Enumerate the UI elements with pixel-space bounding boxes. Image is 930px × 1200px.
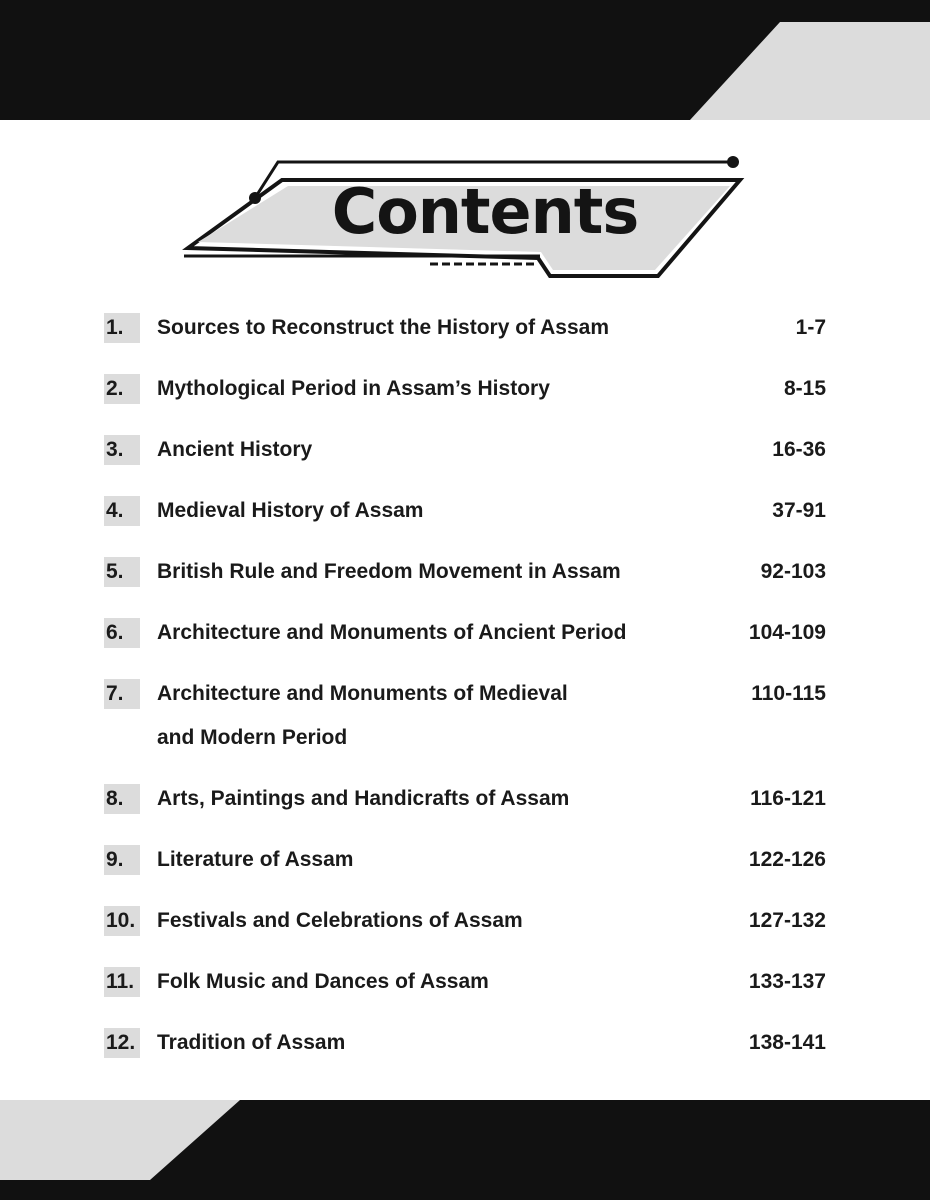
toc-item-number: 3. bbox=[104, 435, 140, 465]
toc-item[interactable] bbox=[104, 435, 830, 465]
toc-item-pages: 127-132 bbox=[748, 909, 826, 932]
toc-item-title: Architecture and Monuments of Ancient Period bbox=[157, 621, 627, 644]
table-of-contents bbox=[104, 313, 830, 1089]
toc-item-number: 2. bbox=[104, 374, 140, 404]
toc-item[interactable] bbox=[104, 967, 830, 997]
toc-item-number: 11. bbox=[104, 967, 140, 997]
toc-item-title bbox=[157, 679, 717, 753]
toc-item-number: 9. bbox=[104, 845, 140, 875]
page-title: Contents bbox=[331, 175, 639, 248]
toc-item-title: Festivals and Celebrations of Assam bbox=[157, 909, 523, 932]
toc-item-number: 12. bbox=[104, 1028, 140, 1058]
toc-item[interactable] bbox=[104, 313, 830, 343]
toc-item[interactable] bbox=[104, 1028, 830, 1058]
toc-item-pages: 122-126 bbox=[748, 848, 826, 871]
toc-item-number: 4. bbox=[104, 496, 140, 526]
toc-item[interactable] bbox=[104, 845, 830, 875]
toc-item-title-line2: and Modern Period bbox=[157, 726, 348, 749]
toc-item-number: 6. bbox=[104, 618, 140, 648]
toc-item-pages: 138-141 bbox=[748, 1031, 826, 1054]
toc-item-title: Tradition of Assam bbox=[157, 1031, 346, 1054]
toc-item-pages: 92-103 bbox=[760, 560, 826, 583]
toc-item-pages: 110-115 bbox=[751, 682, 826, 705]
toc-item-title-line1: Architecture and Monuments of Medieval bbox=[157, 682, 568, 705]
toc-item[interactable] bbox=[104, 618, 830, 648]
toc-item-title: Ancient History bbox=[157, 438, 313, 461]
bottom-decorative-band bbox=[0, 1100, 930, 1200]
circuit-dot-right bbox=[727, 156, 739, 168]
toc-item-number: 7. bbox=[104, 679, 140, 709]
toc-item-number: 8. bbox=[104, 784, 140, 814]
toc-item-title: Mythological Period in Assam’s History bbox=[157, 377, 550, 400]
toc-item-pages: 1-7 bbox=[795, 316, 826, 339]
toc-item[interactable] bbox=[104, 496, 830, 526]
toc-item-title: British Rule and Freedom Movement in Assam bbox=[157, 560, 621, 583]
toc-item[interactable] bbox=[104, 557, 830, 587]
toc-item-title: Folk Music and Dances of Assam bbox=[157, 970, 489, 993]
top-decorative-band bbox=[0, 0, 930, 120]
circuit-dot-left bbox=[249, 192, 261, 204]
toc-item-title: Sources to Reconstruct the History of Assam bbox=[157, 316, 609, 339]
toc-item-title: Arts, Paintings and Handicrafts of Assam bbox=[157, 787, 570, 810]
toc-item-number: 5. bbox=[104, 557, 140, 587]
toc-item-number: 1. bbox=[104, 313, 140, 343]
toc-item[interactable] bbox=[104, 906, 830, 936]
toc-item[interactable] bbox=[104, 679, 830, 753]
toc-item-title: Medieval History of Assam bbox=[157, 499, 424, 522]
toc-item[interactable] bbox=[104, 374, 830, 404]
toc-item-number: 10. bbox=[104, 906, 140, 936]
toc-item-pages: 8-15 bbox=[783, 377, 826, 400]
toc-item-pages: 104-109 bbox=[748, 621, 826, 644]
toc-item-pages: 37-91 bbox=[772, 499, 826, 522]
toc-item-title: Literature of Assam bbox=[157, 848, 354, 871]
toc-item-pages: 133-137 bbox=[748, 970, 826, 993]
toc-item-pages: 116-121 bbox=[750, 787, 826, 810]
toc-item-pages: 16-36 bbox=[772, 438, 826, 461]
toc-item[interactable] bbox=[104, 784, 830, 814]
